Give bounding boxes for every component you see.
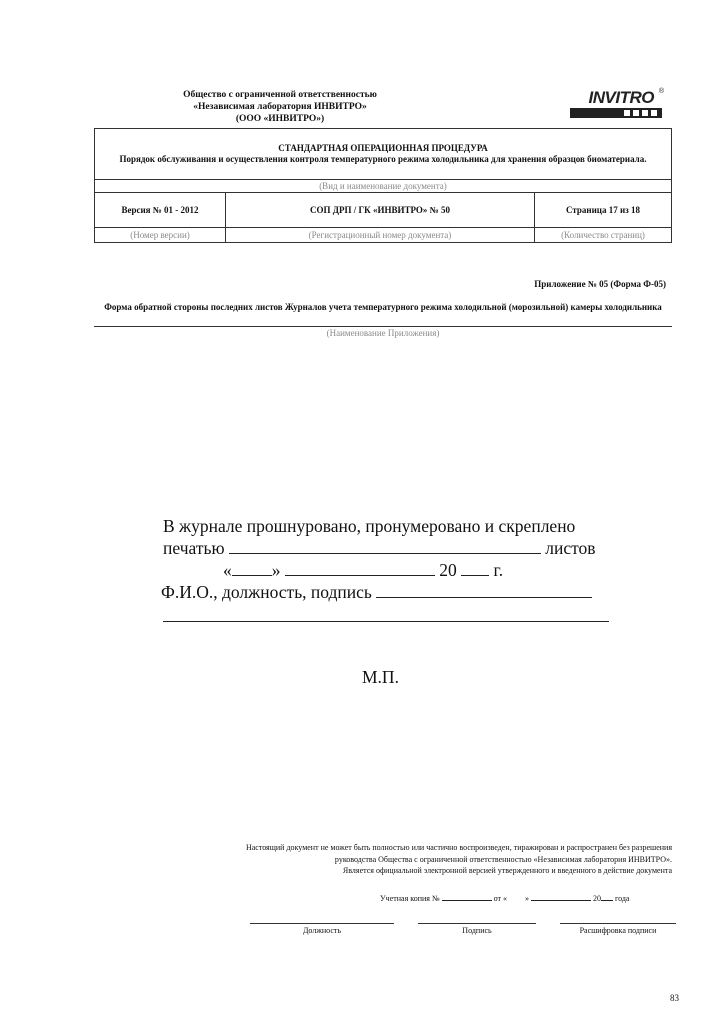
copy-year-suffix: года	[615, 894, 630, 903]
appendix-name-caption: (Наименование Приложения)	[326, 328, 440, 338]
form-line-1: В журнале прошнуровано, пронумеровано и скреплено	[163, 516, 576, 536]
appendix-number: Приложение № 05 (Форма Ф-05)	[534, 279, 666, 289]
doc-type-caption: (Вид и наименование документа)	[95, 180, 672, 193]
form-sheets-label: листов	[545, 538, 596, 558]
copy-number-blank[interactable]	[442, 892, 492, 901]
logo-registered-mark: ®	[658, 88, 664, 95]
copy-month-blank[interactable]	[531, 892, 591, 901]
organization-block	[150, 89, 410, 125]
form-line-2	[163, 537, 596, 559]
quote-open: «	[223, 560, 232, 580]
reg-number-cell: СОП ДРП / ГК «ИНВИТРО» № 50	[226, 193, 535, 228]
reg-caption: (Регистрационный номер документа)	[226, 228, 535, 243]
copy-year-blank[interactable]	[601, 892, 613, 901]
org-name-line2: «Независимая лаборатория ИНВИТРО»	[193, 102, 367, 112]
form-line-4	[161, 581, 592, 603]
version-cell: Версия № 01 - 2012	[95, 193, 226, 228]
disclaimer-line1: Настоящий документ не может быть полностью или частично воспроизведен, тиражирован и распространен без разрешения	[245, 843, 672, 852]
fio-label: Ф.И.О., должность, подпись	[161, 582, 372, 602]
year-suffix: г.	[493, 560, 504, 580]
registered-copy-row	[380, 892, 629, 903]
position-signature-line[interactable]	[250, 923, 394, 924]
quote-close: »	[271, 560, 281, 580]
sop-title-cell	[95, 129, 672, 180]
signature-line[interactable]	[418, 923, 536, 924]
form-line-3	[223, 559, 503, 581]
day-blank[interactable]	[232, 561, 272, 576]
copy-label: Учетная копия №	[380, 894, 440, 903]
stamp-place: М.П.	[362, 667, 399, 687]
sop-subtitle: Порядок обслуживания и осуществления контроля температурного режима холодильника для хранения образцов биоматериала.	[119, 154, 647, 164]
logo-square-icon	[624, 110, 630, 116]
disclaimer-line3: Является официальной электронной версией утвержденного и введенного в действие документа	[342, 866, 672, 875]
logo-text: INVITRO	[588, 88, 654, 107]
sheet-count-blank[interactable]	[229, 539, 541, 554]
pages-caption: (Количество страниц)	[535, 228, 672, 243]
appendix-divider	[94, 326, 672, 327]
page-number: 83	[670, 993, 679, 1003]
appendix-name: Форма обратной стороны последних листов Журналов учета температурного режима холодильной (морозильной) камеры холодильника	[104, 302, 662, 312]
form-seal-label: печатью	[163, 538, 225, 558]
logo-bar	[570, 108, 662, 118]
signature-caption: Подпись	[462, 926, 492, 935]
copy-year: 20	[593, 894, 601, 903]
decode-caption: Расшифровка подписи	[579, 926, 657, 935]
logo-square-icon	[633, 110, 639, 116]
version-caption: (Номер версии)	[95, 228, 226, 243]
decode-signature-line[interactable]	[560, 923, 676, 924]
logo-square-icon	[642, 110, 648, 116]
page-info-cell: Страница 17 из 18	[535, 193, 672, 228]
logo-square-icon	[651, 110, 657, 116]
fio-continuation-line[interactable]	[163, 621, 609, 622]
fio-blank[interactable]	[376, 583, 592, 598]
copy-close: »	[525, 894, 529, 903]
disclaimer-line2: руководства Общества с ограниченной ответственностью «Независимая лаборатория ИНВИТРО».	[334, 854, 672, 864]
year-blank[interactable]	[461, 561, 489, 576]
copy-from: от «	[493, 894, 507, 903]
sop-title: СТАНДАРТНАЯ ОПЕРАЦИОННАЯ ПРОЦЕДУРА	[278, 143, 488, 153]
org-name-line1: Общество с ограниченной ответственностью	[183, 90, 377, 100]
sop-header-table	[94, 128, 672, 243]
copyright-disclaimer	[150, 842, 672, 877]
position-caption: Должность	[302, 926, 342, 935]
year-prefix: 20	[439, 560, 457, 580]
month-blank[interactable]	[285, 561, 435, 576]
org-name-line3: (ООО «ИНВИТРО»)	[235, 114, 325, 124]
invitro-logo	[566, 88, 666, 122]
